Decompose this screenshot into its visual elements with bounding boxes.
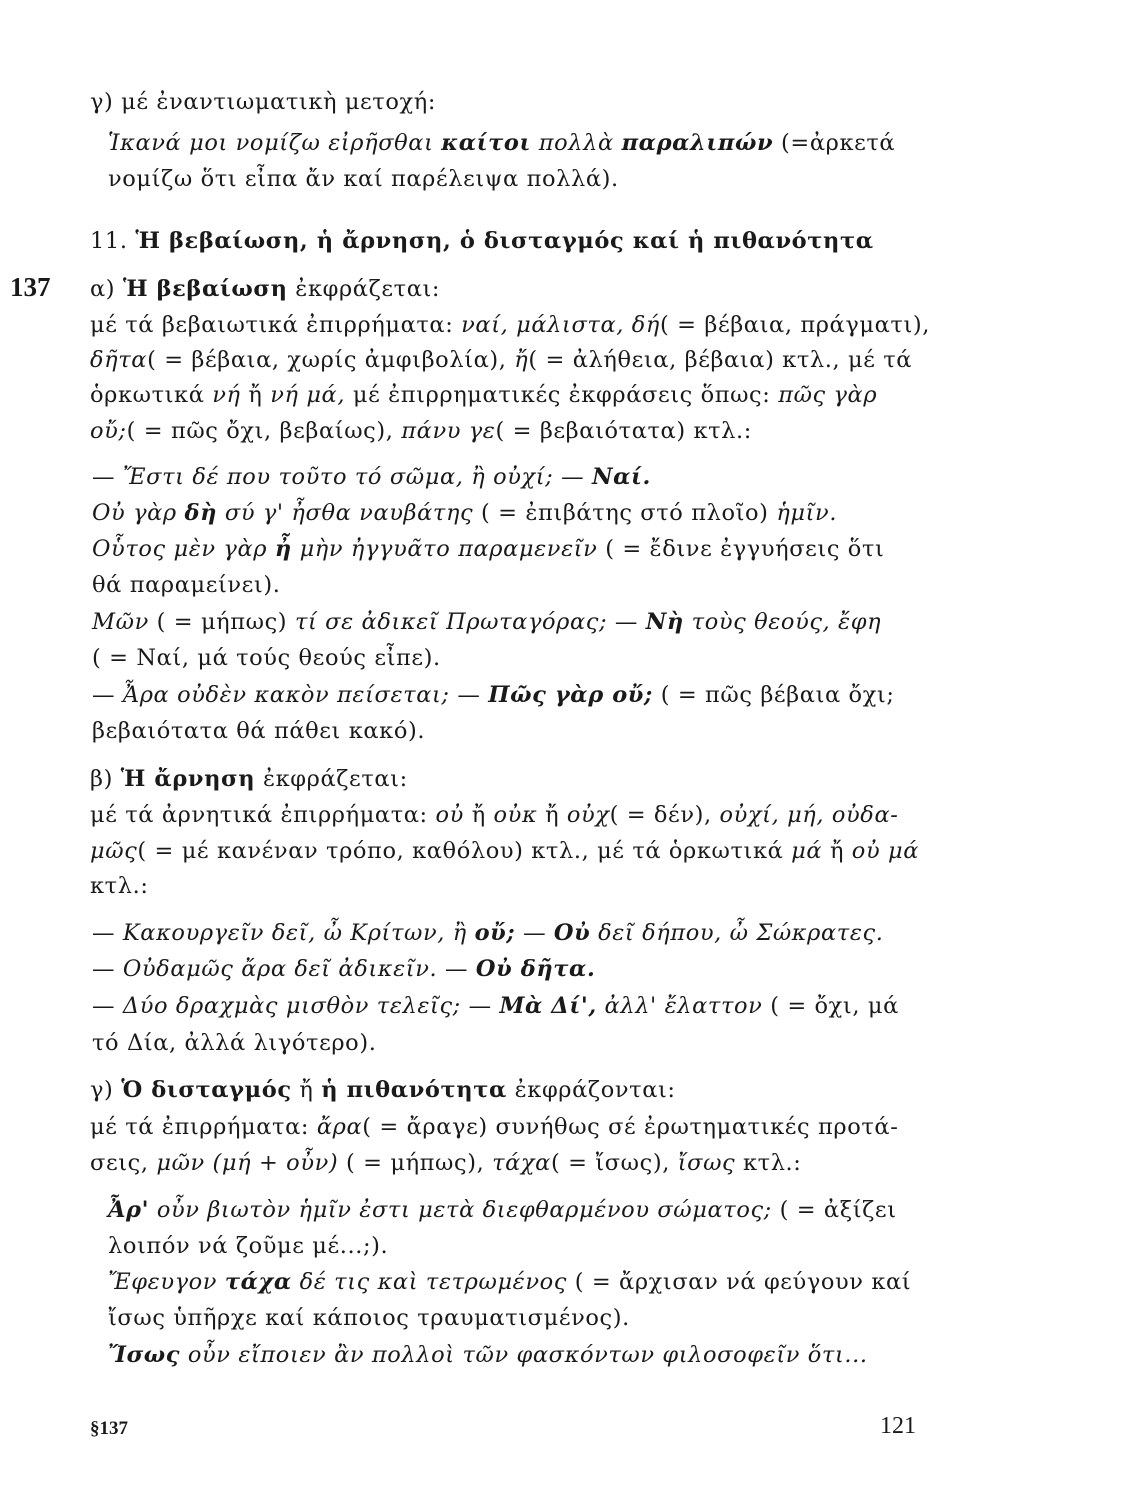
example-line: — Δύο δραχμὰς μισθὸν τελεῖς; — Μὰ Δί', ἀλλ' ἔλαττον ( = ὄχι, μά <box>92 993 899 1019</box>
text-line: γ) μέ ἐναντιωματικὴ μετοχή: <box>90 89 436 115</box>
subsection-heading: γ) Ὁ δισταγμός ἤ ἡ πιθανότητα ἐκφράζονται: <box>90 1077 676 1103</box>
text-line: μέ τά ἀρνητικά ἐπιρρήματα: οὐ ἤ οὐκ ἤ οὐχ( = δέν), οὐχί, μή, οὐδα- <box>90 802 899 828</box>
text-line: Ἱκανά μοι νομίζω εἰρῆσθαι καίτοι πολλὰ παραλιπών (=ἀρκετά <box>108 130 896 156</box>
example-line: Ἴσως οὖν εἴποιεν ἂν πολλοὶ τῶν φασκόντων φιλοσοφεῖν ὅτι... <box>108 1342 868 1368</box>
example-line: Ἆρ' οὖν βιωτὸν ἡμῖν ἐστι μετὰ διεφθαρμένου σώματος; ( = ἀξίζει <box>108 1197 897 1223</box>
example-line: — Κακουργεῖν δεῖ, ὦ Κρίτων, ἢ οὔ; — Οὐ δεῖ δήπου, ὦ Σώκρατες. <box>92 920 884 946</box>
text-line: δῆτα( = βέβαια, χωρίς ἀμφιβολία), ἤ( = ἀλήθεια, βέβαια) κτλ., μέ τά <box>90 347 913 373</box>
example-line: — Οὐδαμῶς ἄρα δεῖ ἀδικεῖν. — Οὐ δῆτα. <box>92 956 596 982</box>
example-line: Οὗτος μὲν γὰρ ἦ μὴν ἠγγυᾶτο παραμενεῖν ( = ἔδινε ἐγγυήσεις ὅτι <box>92 536 885 562</box>
example-line: — Ἔστι δέ που τοῦτο τό σῶμα, ἢ οὐχί; — Ναί. <box>92 464 651 490</box>
text-line: μέ τά ἐπιρρήματα: ἄρα( = ἄραγε) συνήθως σέ ἐρωτηματικές προτά- <box>90 1114 899 1140</box>
example-line: λοιπόν νά ζοῦμε μέ...;). <box>108 1233 389 1259</box>
text-line: κτλ.: <box>90 873 149 899</box>
example-line: ( = Ναί, μά τούς θεούς εἶπε). <box>92 645 441 671</box>
example-line: Ἔφευγον τάχα δέ τις καὶ τετρωμένος ( = ἄρχισαν νά φεύγουν καί <box>108 1269 912 1295</box>
text-line: σεις, μῶν (μή + οὖν) ( = μήπως), τάχα( = ἴσως), ἴσως κτλ.: <box>90 1150 802 1176</box>
example-line: Μῶν ( = μήπως) τί σε ἀδικεῖ Πρωταγόρας; — Νὴ τοὺς θεούς, ἔφη <box>92 609 882 635</box>
text-line: μέ τά βεβαιωτικά ἐπιρρήματα: ναί, μάλιστα, δή( = βέβαια, πράγματι), <box>90 312 930 338</box>
text-line: οὔ;( = πῶς ὄχι, βεβαίως), πάνυ γε( = βεβαιότατα) κτλ.: <box>90 418 752 444</box>
subsection-heading: β) Ἡ ἄρνηση ἐκφράζεται: <box>90 766 408 792</box>
text-line: ὁρκωτικά νή ἤ νή μά, μέ ἐπιρρηματικές ἐκφράσεις ὅπως: πῶς γὰρ <box>90 382 878 408</box>
margin-section-number: 137 <box>10 272 51 302</box>
text-line: μῶς( = μέ κανέναν τρόπο, καθόλου) κτλ., μέ τά ὁρκωτικά μά ἤ οὐ μά <box>90 838 919 864</box>
example-line: — Ἆρα οὐδὲν κακὸν πείσεται; — Πῶς γὰρ οὔ; ( = πῶς βέβαια ὄχι; <box>92 682 895 708</box>
example-line: τό Δία, ἀλλά λιγότερο). <box>92 1030 377 1056</box>
page-number: 121 <box>880 1413 916 1439</box>
example-line: Οὐ γὰρ δὴ σύ γ' ἦσθα ναυβάτης ( = ἐπιβάτης στό πλοῖο) ἡμῖν. <box>92 500 838 526</box>
example-line: βεβαιότατα θά πάθει κακό). <box>92 718 426 744</box>
subsection-heading: α) Ἡ βεβαίωση ἐκφράζεται: <box>90 276 441 302</box>
text-line: νομίζω ὅτι εἶπα ἄν καί παρέλειψα πολλά). <box>108 166 619 192</box>
example-line: θά παραμείνει). <box>92 572 281 598</box>
example-line: ἴσως ὑπῆρχε καί κάποιος τραυματισμένος). <box>108 1305 630 1331</box>
footer-section-ref: §137 <box>90 1418 128 1439</box>
section-heading: 11. Ἡ βεβαίωση, ἡ ἄρνηση, ὁ δισταγμός καί ἡ πιθανότητα <box>90 228 874 254</box>
